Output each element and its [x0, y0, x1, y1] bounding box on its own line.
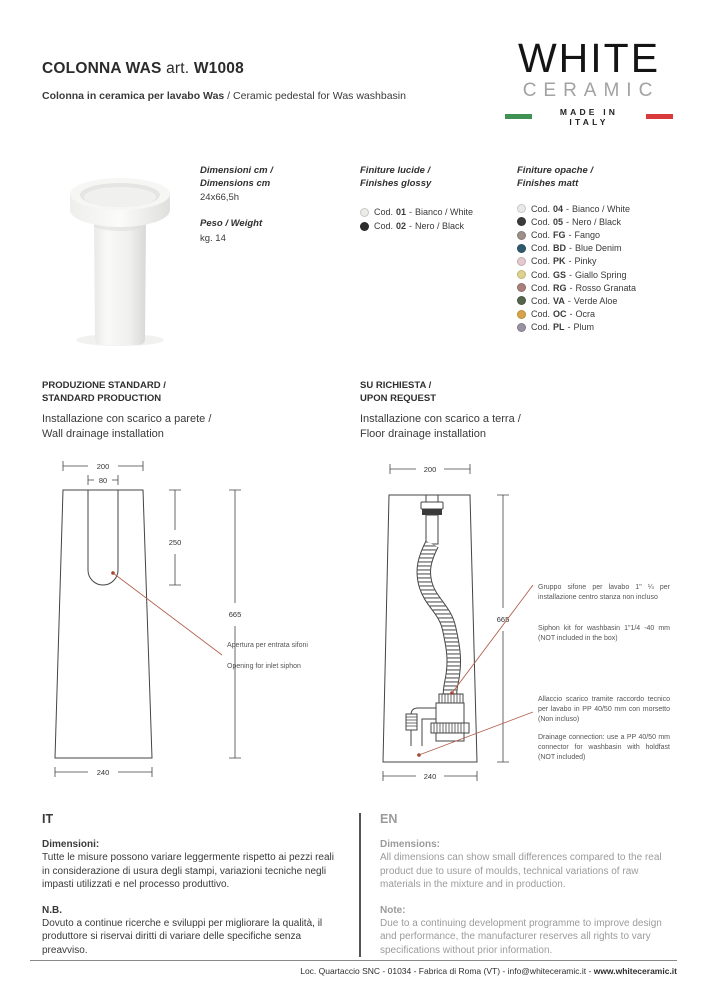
color-swatch [517, 323, 526, 332]
it-heading: IT [42, 812, 54, 826]
color-swatch [517, 310, 526, 319]
dimensions-label: Dimensioni cm / Dimensions cm [200, 165, 273, 189]
finish-option: Cod. VA - Verde Aloe [517, 294, 692, 307]
upon-request-header: SU RICHIESTA / UPON REQUEST [360, 380, 437, 404]
cod-label: Cod. [374, 207, 394, 218]
finish-code: PK [553, 256, 566, 267]
column-divider [359, 813, 361, 957]
finish-code: BD [553, 243, 567, 254]
siphon-slot [88, 490, 118, 585]
product-name: COLONNA WAS [42, 60, 162, 77]
color-swatch [517, 204, 526, 213]
pedestal-outline [55, 490, 152, 758]
finish-name: Nero / Black [572, 216, 622, 227]
page-subtitle [42, 90, 406, 102]
siphon-annotation-en: Siphon kit for washbasin 1"1/4 -40 mm (NOT included in the box) [538, 625, 670, 642]
finish-name: Verde Aloe [573, 295, 618, 306]
it-nb-title: N.B. [42, 904, 62, 916]
article-code: W1008 [193, 60, 244, 77]
company-address: Loc. Quartaccio SNC - 01034 - Fabrica di Roma (VT) - info@whiteceramic.it - [300, 966, 594, 976]
slot-annotation-en: Opening for inlet siphon [227, 663, 301, 670]
subtitle-en: / Ceramic pedestal for Was washbasin [224, 90, 406, 102]
dim-height-label: 665 [496, 615, 510, 624]
finish-code: 05 [553, 216, 564, 227]
floor-drainage-label: Installazione con scarico a terra / Floor drainage installation [360, 413, 521, 440]
finish-option: Cod. 02 - Nero / Black [360, 219, 510, 233]
finish-option: Cod. 01 - Bianco / White [360, 205, 510, 219]
dim-top-label: 200 [423, 465, 437, 474]
color-swatch [360, 208, 369, 217]
dim-bottom-label: 240 [96, 768, 110, 777]
finish-code: VA [553, 295, 565, 306]
color-swatch [517, 283, 526, 292]
logo-word-ceramic: CERAMIC [522, 79, 660, 101]
finish-name: Nero / Black [415, 221, 465, 232]
en-heading: EN [380, 812, 398, 826]
color-swatch [517, 257, 526, 266]
en-note-title: Note: [380, 904, 406, 916]
color-swatch [517, 244, 526, 253]
matt-finishes-block [517, 165, 692, 334]
logo-made-in-italy [505, 107, 673, 127]
cod-label: Cod. [531, 322, 551, 333]
product-photo-pedestal [48, 168, 193, 348]
finish-option: Cod. OC - Ocra [517, 308, 692, 321]
finish-code: 01 [396, 207, 407, 218]
finish-option: Cod. 04 - Bianco / White [517, 202, 692, 215]
footer-divider [30, 960, 677, 961]
color-swatch [517, 231, 526, 240]
finish-option: Cod. RG - Rosso Granata [517, 281, 692, 294]
finish-name: Ocra [575, 309, 596, 320]
glossy-finishes-block [360, 165, 510, 233]
dimension-lines [55, 461, 241, 777]
leader-line [111, 571, 222, 655]
page-title [42, 60, 244, 78]
brand-logo [505, 35, 673, 127]
cod-label: Cod. [531, 309, 551, 320]
matt-title: Finiture opache / Finishes matt [517, 165, 594, 189]
made-in-italy-label: MADE IN ITALY [559, 106, 619, 127]
cod-label: Cod. [531, 243, 551, 254]
it-nb-text: Dovuto a continue ricerche e sviluppi per migliorare la qualità, il produttore si riservai diritti di variare delle specifiche senza preavviso. [42, 917, 323, 956]
dimensions-block [200, 165, 350, 245]
finish-code: RG [553, 282, 567, 293]
dim-height-label: 665 [228, 610, 242, 619]
weight-label: Peso / Weight [200, 218, 263, 230]
dim-bottom-label: 240 [423, 772, 437, 781]
finish-name: Rosso Granata [575, 282, 637, 293]
finish-code: FG [553, 230, 566, 241]
finish-name: Plum [573, 322, 595, 333]
finish-option: Cod. GS - Giallo Spring [517, 268, 692, 281]
art-label: art. [161, 60, 194, 77]
dim-top-label: 200 [96, 462, 110, 471]
color-swatch [517, 296, 526, 305]
en-dimensions-title: Dimensions: [380, 839, 441, 850]
en-note-text: Due to a continuing development programme to improve design and performance, the manufacturer reserves all rights to vary specifications without prior information. [380, 917, 662, 956]
finish-name: Fango [574, 230, 601, 241]
finish-name: Bianco / White [415, 207, 474, 218]
dim-depth-label: 250 [168, 538, 182, 547]
footer-address [0, 966, 677, 976]
cod-label: Cod. [531, 230, 551, 241]
wall-drainage-drawing [42, 456, 342, 791]
weight-value: kg. 14 [200, 232, 226, 244]
drainage-annotation-en: Drainage connection: use a PP 40/50 mm connector for washbasin with holdfast (NOT included) [538, 734, 670, 761]
cod-label: Cod. [531, 256, 551, 267]
siphon-annotation-it: Gruppo sifone per lavabo 1" ¼ per installazione centro stanza non incluso [538, 584, 670, 601]
drainage-annotation-it: Allaccio scarico tramite raccordo tecnico per lavabo in PP 40/50 mm con morsetto (Non incluso) [538, 696, 670, 723]
flag-red-bar [646, 114, 673, 119]
finish-code: 02 [396, 221, 407, 232]
cod-label: Cod. [531, 295, 551, 306]
finish-code: OC [553, 309, 567, 320]
siphon-kit-illustration [406, 495, 469, 746]
finish-option: Cod. 05 - Nero / Black [517, 215, 692, 228]
finish-name: Giallo Spring [575, 269, 627, 280]
glossy-title: Finiture lucide / Finishes glossy [360, 165, 432, 189]
finish-option: Cod. BD - Blue Denim [517, 242, 692, 255]
finish-name: Bianco / White [572, 203, 631, 214]
cod-label: Cod. [531, 203, 551, 214]
cod-label: Cod. [531, 269, 551, 280]
dim-slot-label: 80 [98, 476, 108, 485]
notes-italian [42, 812, 342, 957]
color-swatch [517, 270, 526, 279]
finish-option: Cod. PK - Pinky [517, 255, 692, 268]
finish-option: Cod. FG - Fango [517, 228, 692, 241]
en-dimensions-text: All dimensions can show small differences compared to the real product due to usure of moulds, technical variations of raw materials in the mixture and in production. [380, 852, 662, 890]
cod-label: Cod. [531, 216, 551, 227]
color-swatch [360, 222, 369, 231]
wall-drainage-label: Installazione con scarico a parete / Wall drainage installation [42, 413, 212, 440]
it-dimensions-text: Tutte le misure possono variare leggermente rispetto ai pezzi reali in considerazione di usura degli stampi, variazioni tecniche negli impasti utilizzati e nel processo produttivo. [42, 852, 334, 890]
finish-name: Pinky [574, 256, 597, 267]
glossy-list [360, 205, 510, 233]
standard-production-header: PRODUZIONE STANDARD / STANDARD PRODUCTION [42, 380, 166, 404]
matt-list [517, 202, 692, 334]
logo-word-white: WHITE [517, 35, 661, 81]
color-swatch [517, 217, 526, 226]
it-dimensions-title: Dimensioni: [42, 839, 100, 850]
slot-annotation-it: Apertura per entrata sifoni [227, 642, 308, 649]
finish-code: GS [553, 269, 567, 280]
dimensions-value: 24x66,5h [200, 192, 240, 204]
cod-label: Cod. [531, 282, 551, 293]
website-link[interactable]: www.whiteceramic.it [593, 966, 677, 976]
finish-option: Cod. PL - Plum [517, 321, 692, 334]
notes-english [380, 812, 680, 957]
flag-green-bar [505, 114, 532, 119]
cod-label: Cod. [374, 221, 394, 232]
finish-code: PL [553, 322, 565, 333]
finish-code: 04 [553, 203, 564, 214]
subtitle-it: Colonna in ceramica per lavabo Was [42, 90, 225, 102]
finish-name: Blue Denim [575, 243, 622, 254]
